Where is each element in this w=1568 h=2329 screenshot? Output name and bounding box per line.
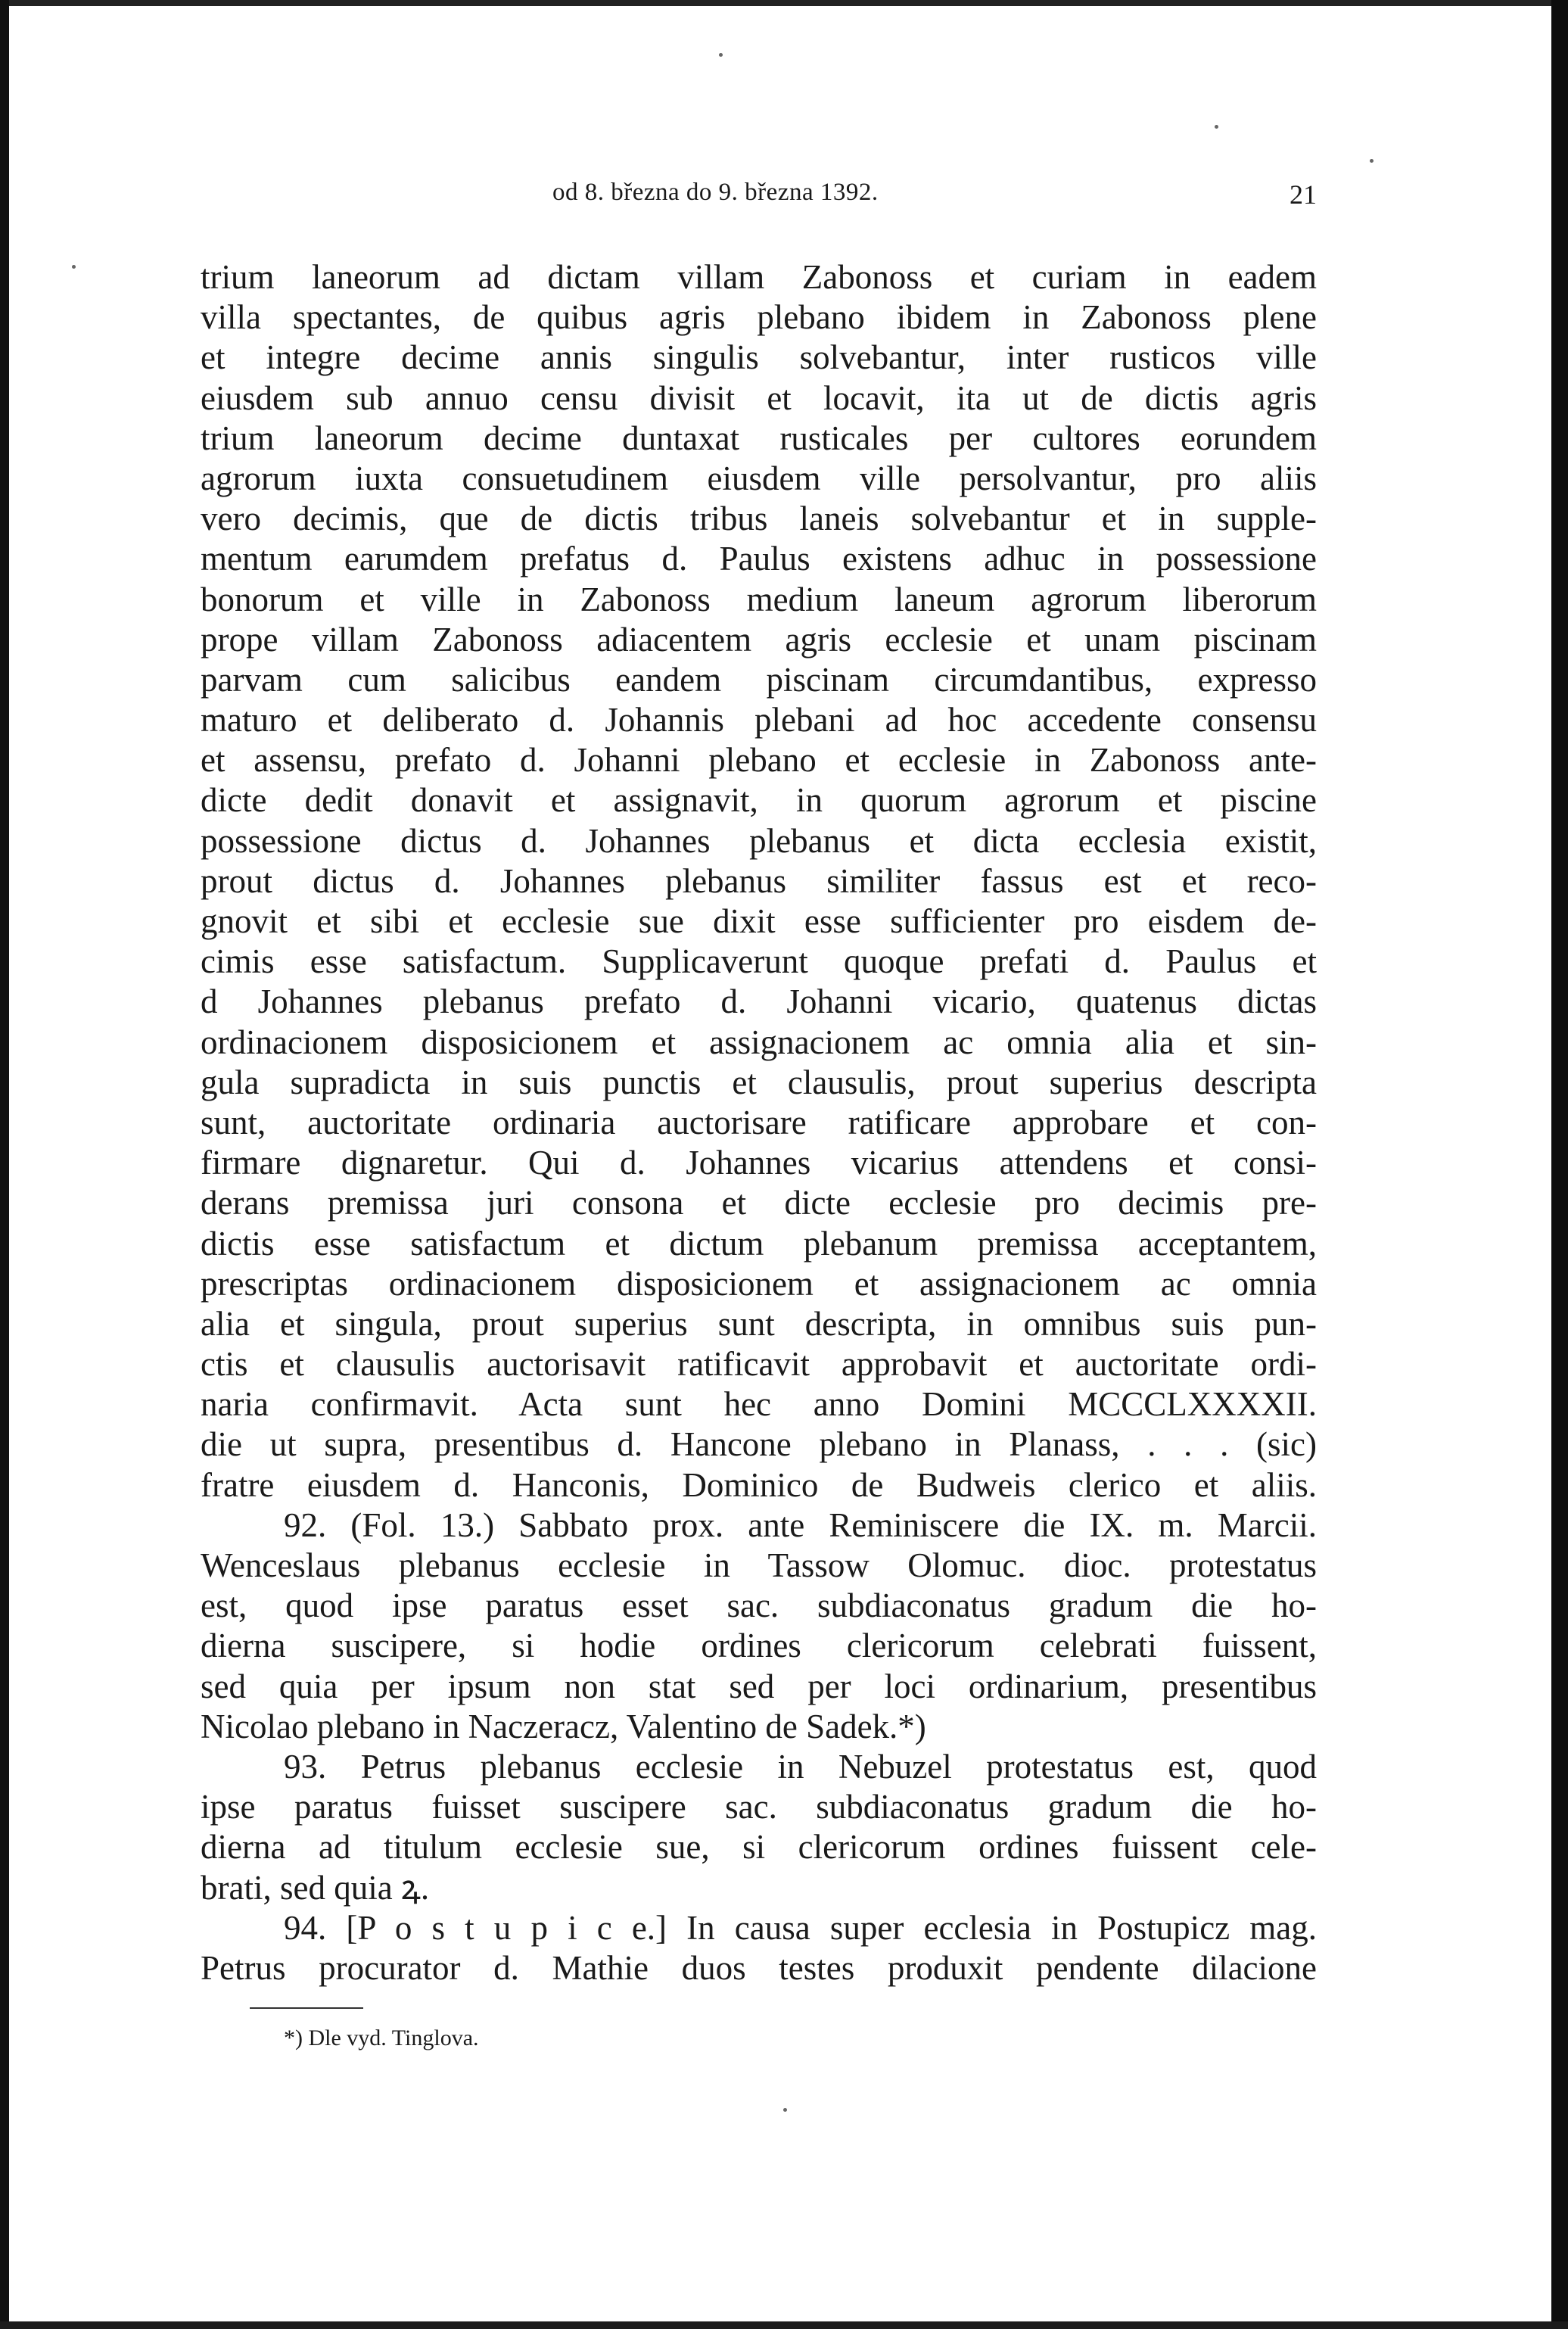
- text-line: dierna suscipere, si hodie ordines clericorum celebrati fuissent,: [201, 1627, 1317, 1665]
- running-title: od 8. března do 9. března 1392.: [552, 179, 879, 206]
- text-line: dicte dedit donavit et assignavit, in quorum agrorum et piscine: [201, 781, 1317, 820]
- text-line: gula supradicta in suis punctis et clausulis, prout superius descripta: [201, 1063, 1317, 1101]
- text-line: bonorum et ville in Zabonoss medium laneum agrorum liberorum: [201, 580, 1317, 618]
- text-line: ctis et clausulis auctorisavit ratificavit approbavit et auctoritate ordi-: [201, 1345, 1317, 1384]
- text-line: Petrus procurator d. Mathie duos testes produxit pendente dilacione: [201, 1948, 1317, 1987]
- text-line: ordinacionem disposicionem et assignacionem ac omnia alia et sin-: [201, 1023, 1317, 1061]
- scan-speck: [72, 265, 76, 269]
- entry-93-start: 93. Petrus plebanus ecclesie in Nebuzel protestatus est, quod: [284, 1747, 1317, 1786]
- text-line: trium laneorum decime duntaxat rusticales per cultores eorundem: [201, 419, 1317, 457]
- text-line: villa spectantes, de quibus agris plebano ibidem in Zabonoss plene: [201, 298, 1317, 337]
- text-line: Wenceslaus plebanus ecclesie in Tassow Olomuc. dioc. protestatus: [201, 1546, 1317, 1584]
- entry-94-start: 94. [P o s t u p i c e.] In causa super ecclesia in Postupicz mag.: [284, 1908, 1317, 1947]
- text-line: eiusdem sub annuo censu divisit et locavit, ita ut de dictis agris: [201, 378, 1317, 417]
- scan-speck: [719, 53, 723, 57]
- text-line: prescriptas ordinacionem disposicionem et assignacionem ac omnia: [201, 1264, 1317, 1303]
- text-line: et integre decime annis singulis solvebantur, inter rusticos ville: [201, 338, 1317, 377]
- text-line: alia et singula, prout superius sunt descripta, in omnibus suis pun-: [201, 1304, 1317, 1343]
- text-line: et assensu, prefato d. Johanni plebano et ecclesie in Zabonoss ante-: [201, 741, 1317, 780]
- entry-92-start: 92. (Fol. 13.) Sabbato prox. ante Reminiscere die IX. m. Marcii.: [284, 1505, 1317, 1544]
- scan-edge-right: [1551, 0, 1568, 2329]
- text-line: dictis esse satisfactum et dictum plebanum premissa acceptantem,: [201, 1224, 1317, 1263]
- scan-speck: [1215, 125, 1218, 129]
- text-line: prope villam Zabonoss adiacentem agris ecclesie et unam piscinam: [201, 620, 1317, 659]
- scan-edge-top: [0, 0, 1568, 6]
- text-line: die ut supra, presentibus d. Hancone plebano in Planass, . . . (sic): [201, 1425, 1317, 1464]
- body-text: [201, 257, 1317, 1988]
- text-line: prout dictus d. Johannes plebanus similiter fassus est et reco-: [201, 861, 1317, 900]
- text-line: Nicolao plebano in Naczeracz, Valentino de Sadek.*): [201, 1707, 926, 1745]
- scan-edge-bottom: [0, 2321, 1568, 2329]
- footnote: *) Dle vyd. Tinglova.: [284, 2025, 479, 2050]
- text-line: firmare dignaretur. Qui d. Johannes vicarius attendens et consi-: [201, 1144, 1317, 1182]
- scan-speck: [1370, 159, 1374, 163]
- text-line: fratre eiusdem d. Hanconis, Dominico de Budweis clerico et aliis.: [201, 1465, 1317, 1504]
- scan-edge-left: [0, 0, 9, 2329]
- text-line: derans premissa juri consona et dicte ecclesie pro decimis pre-: [201, 1184, 1317, 1222]
- text-line: sed quia per ipsum non stat sed per loci ordinarium, presentibus: [201, 1667, 1317, 1705]
- scan-speck: [783, 2108, 787, 2112]
- footnote-rule: [250, 2007, 363, 2009]
- text-line: maturo et deliberato d. Johannis plebani ad hoc accedente consensu: [201, 701, 1317, 739]
- text-line: est, quod ipse paratus esset sac. subdiaconatus gradum die ho-: [201, 1586, 1317, 1625]
- text-line: brati, sed quia ꝝ.: [201, 1868, 430, 1907]
- text-line: vero decimis, que de dictis tribus laneis solvebantur et in supple-: [201, 500, 1317, 538]
- running-head: [201, 174, 1317, 212]
- text-line: parvam cum salicibus eandem piscinam circumdantibus, expresso: [201, 660, 1317, 699]
- text-line: naria confirmavit. Acta sunt hec anno Domini MCCCLXXXXII.: [201, 1385, 1317, 1424]
- text-line: agrorum iuxta consuetudinem eiusdem ville persolvantur, pro aliis: [201, 459, 1317, 497]
- text-line: gnovit et sibi et ecclesie sue dixit esse sufficienter pro eisdem de-: [201, 902, 1317, 940]
- text-line: cimis esse satisfactum. Supplicaverunt quoque prefati d. Paulus et: [201, 942, 1317, 981]
- text-line: possessione dictus d. Johannes plebanus et dicta ecclesia existit,: [201, 821, 1317, 860]
- text-line: sunt, auctoritate ordinaria auctorisare ratificare approbare et con-: [201, 1103, 1317, 1141]
- text-line: ipse paratus fuisset suscipere sac. subdiaconatus gradum die ho-: [201, 1788, 1317, 1826]
- text-line: mentum earumdem prefatus d. Paulus existens adhuc in possessione: [201, 540, 1317, 578]
- text-line: dierna ad titulum ecclesie sue, si clericorum ordines fuissent cele-: [201, 1828, 1317, 1867]
- text-line: trium laneorum ad dictam villam Zabonoss et curiam in eadem: [201, 258, 1317, 296]
- text-line: d Johannes plebanus prefato d. Johanni vicario, quatenus dictas: [201, 982, 1317, 1021]
- page-number: 21: [1290, 179, 1317, 210]
